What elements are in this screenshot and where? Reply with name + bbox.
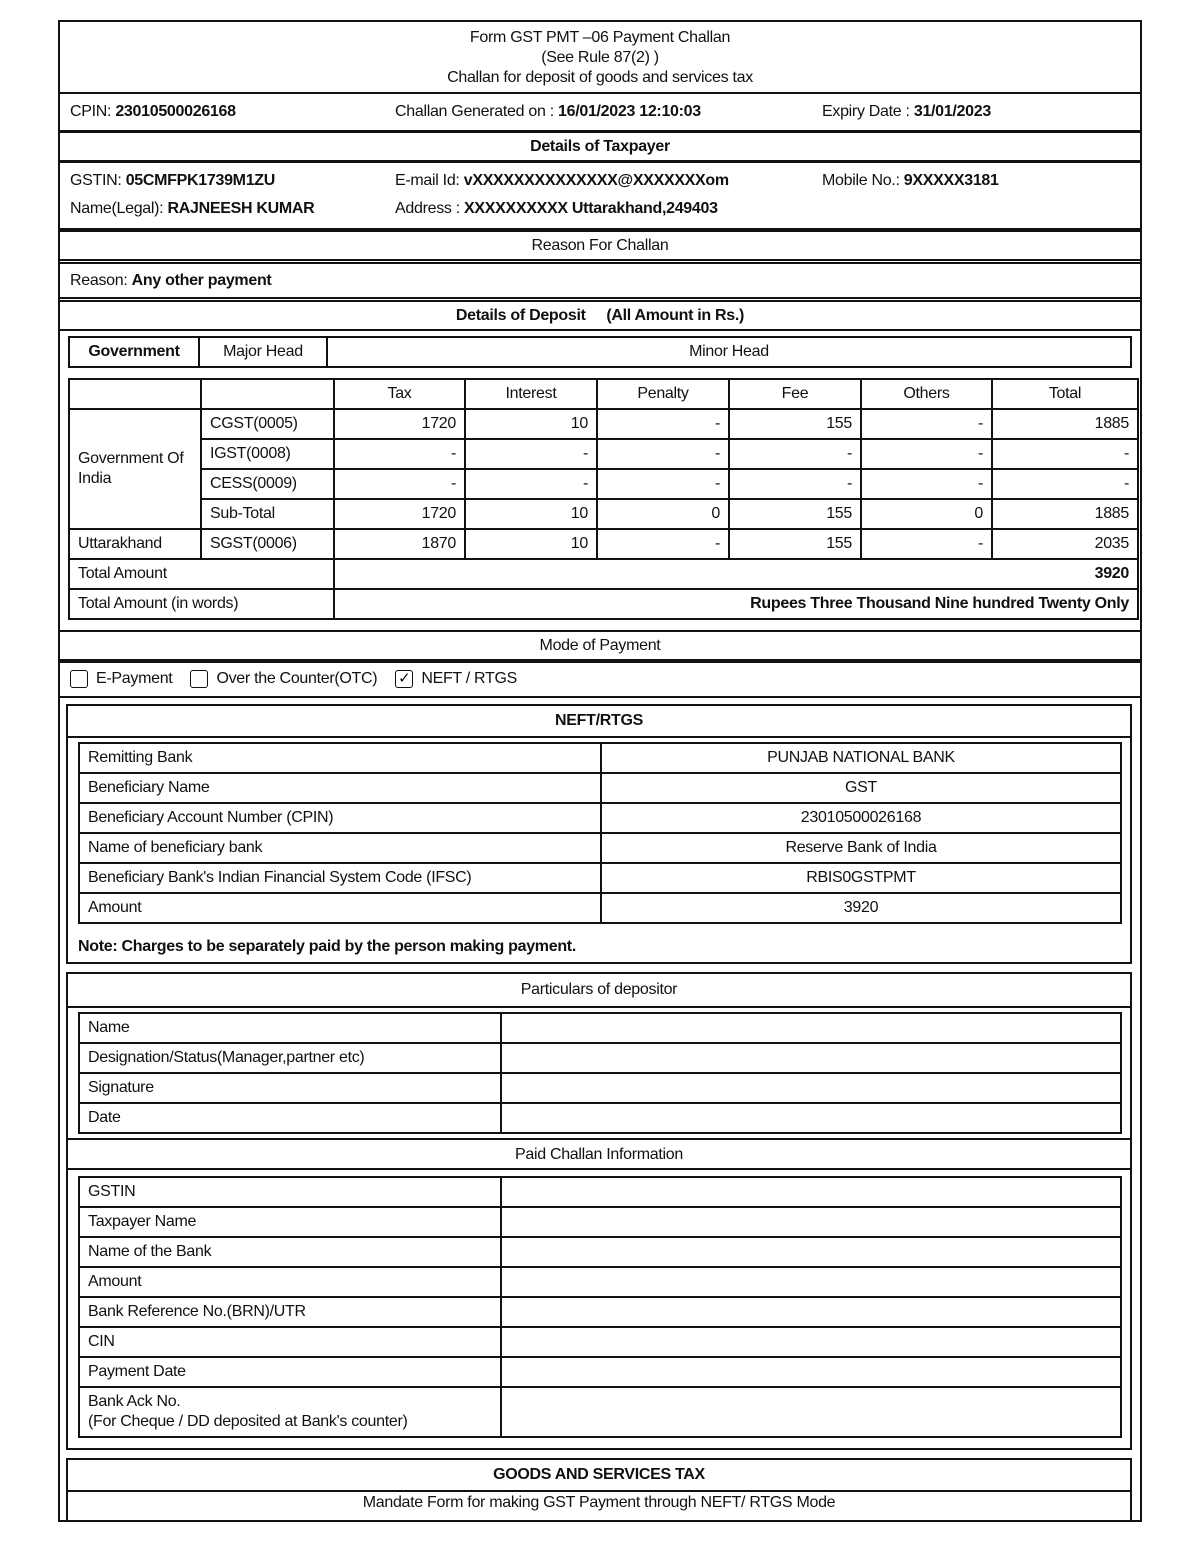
cell: 1870 <box>334 529 465 559</box>
neft-value: RBIS0GSTPMT <box>601 863 1121 893</box>
neft-note: Note: Charges to be separately paid by the person making payment. <box>78 938 576 955</box>
taxpayer-title: Details of Taxpayer <box>58 131 1142 162</box>
deposit-note: (All Amount in Rs.) <box>606 307 745 324</box>
email-value: vXXXXXXXXXXXXXX@XXXXXXXom <box>463 172 729 189</box>
name-value: RAJNEESH KUMAR <box>167 200 315 217</box>
cell: - <box>861 439 992 469</box>
address-value: XXXXXXXXXX Uttarakhand,249403 <box>464 200 718 217</box>
total-label: Total Amount <box>69 559 334 589</box>
deposit-title <box>58 300 1142 331</box>
cell: - <box>597 409 729 439</box>
depositor-label: Name <box>79 1013 501 1043</box>
neft-row <box>79 833 1121 863</box>
footer-subtitle: Mandate Form for making GST Payment through NEFT/ RTGS Mode <box>362 1494 836 1511</box>
cell: 155 <box>729 409 861 439</box>
cell: - <box>861 529 992 559</box>
paid-value[interactable] <box>501 1177 1121 1207</box>
neft-label: Name of beneficiary bank <box>79 833 601 863</box>
paid-row <box>79 1207 1121 1237</box>
paid-row <box>79 1357 1121 1387</box>
checkbox-icon[interactable] <box>190 670 208 688</box>
col-tax: Tax <box>334 379 465 409</box>
neft-title: NEFT/RTGS <box>68 706 1130 738</box>
sgst-row <box>69 529 1138 559</box>
row-head: Sub-Total <box>201 499 334 529</box>
paid-title: Paid Challan Information <box>68 1138 1130 1170</box>
cell: 2035 <box>992 529 1138 559</box>
neft-value: PUNJAB NATIONAL BANK <box>601 743 1121 773</box>
email-label: E-mail Id: <box>395 172 464 189</box>
cell: 155 <box>729 499 861 529</box>
cpin-value: 23010500026168 <box>115 103 236 120</box>
neft-value: Reserve Bank of India <box>601 833 1121 863</box>
cell: 1885 <box>992 409 1138 439</box>
cell: 10 <box>465 499 597 529</box>
paid-label: Payment Date <box>79 1357 501 1387</box>
depositor-row <box>79 1013 1121 1043</box>
paid-row <box>79 1327 1121 1357</box>
mobile-label: Mobile No.: <box>822 172 904 189</box>
col-fee: Fee <box>729 379 861 409</box>
depositor-value[interactable] <box>501 1073 1121 1103</box>
ack-note: (For Cheque / DD deposited at Bank's counter) <box>88 1413 408 1430</box>
neft-row <box>79 803 1121 833</box>
mode-option[interactable] <box>70 670 172 688</box>
depositor-value[interactable] <box>501 1013 1121 1043</box>
cell: - <box>597 529 729 559</box>
expiry-value: 31/01/2023 <box>913 103 991 120</box>
paid-value[interactable] <box>501 1207 1121 1237</box>
neft-label: Amount <box>79 893 601 923</box>
ack-label: Bank Ack No. <box>88 1393 181 1410</box>
goi-label: Government Of India <box>69 409 201 529</box>
checkbox-checked-icon[interactable]: ✓ <box>395 670 413 688</box>
mode-label: E-Payment <box>96 670 173 687</box>
mode-label: NEFT / RTGS <box>421 670 517 687</box>
deposit-row <box>69 499 1138 529</box>
cell: 1720 <box>334 499 465 529</box>
depositor-value[interactable] <box>501 1043 1121 1073</box>
row-head: CESS(0009) <box>201 469 334 499</box>
reason-value: Any other payment <box>131 272 272 289</box>
cell: 155 <box>729 529 861 559</box>
neft-value: 23010500026168 <box>601 803 1121 833</box>
depositor-row <box>79 1043 1121 1073</box>
gstin-value: 05CMFPK1739M1ZU <box>125 172 276 189</box>
generated-value: 16/01/2023 12:10:03 <box>558 103 701 120</box>
generated-label: Challan Generated on : <box>395 103 558 120</box>
deposit-row <box>69 409 1138 439</box>
head-minor: Minor Head <box>327 337 1131 367</box>
neft-label: Beneficiary Name <box>79 773 601 803</box>
head-major: Major Head <box>199 337 327 367</box>
mode-option[interactable] <box>395 670 517 688</box>
depositor-row <box>79 1103 1121 1133</box>
col-others: Others <box>861 379 992 409</box>
cpin-label: CPIN: <box>70 103 116 120</box>
neft-value: GST <box>601 773 1121 803</box>
cell: 0 <box>597 499 729 529</box>
paid-label: GSTIN <box>79 1177 501 1207</box>
name-label: Name(Legal): <box>70 200 168 217</box>
taxpayer-details <box>58 161 1142 230</box>
cell: - <box>334 469 465 499</box>
neft-row <box>79 743 1121 773</box>
mode-title: Mode of Payment <box>58 630 1142 661</box>
cell: 10 <box>465 409 597 439</box>
cpin-row <box>58 92 1142 132</box>
cell: - <box>992 439 1138 469</box>
paid-label: Amount <box>79 1267 501 1297</box>
address-label: Address : <box>395 200 465 217</box>
paid-label: Bank Reference No.(BRN)/UTR <box>79 1297 501 1327</box>
depositor-title: Particulars of depositor <box>68 974 1130 1008</box>
cell: - <box>861 469 992 499</box>
cell: - <box>465 469 597 499</box>
footer-section <box>66 1458 1132 1522</box>
words-value: Rupees Three Thousand Nine hundred Twenty Only <box>334 589 1138 619</box>
expiry-label: Expiry Date : <box>822 103 914 120</box>
mode-label: Over the Counter(OTC) <box>216 670 378 687</box>
cell: 0 <box>861 499 992 529</box>
cell: - <box>861 409 992 439</box>
paid-value[interactable] <box>501 1297 1121 1327</box>
deposit-row <box>69 469 1138 499</box>
reason-title: Reason For Challan <box>58 230 1142 261</box>
paid-row <box>79 1177 1121 1207</box>
paid-label: Name of the Bank <box>79 1237 501 1267</box>
neft-label: Beneficiary Account Number (CPIN) <box>79 803 601 833</box>
deposit-row <box>69 439 1138 469</box>
state-label: Uttarakhand <box>69 529 201 559</box>
paid-row <box>79 1267 1121 1297</box>
paid-value[interactable] <box>501 1237 1121 1267</box>
paid-value[interactable] <box>501 1357 1121 1387</box>
reason-row <box>58 262 1142 299</box>
words-label: Total Amount (in words) <box>69 589 334 619</box>
deposit-title-text: Details of Deposit <box>455 307 586 324</box>
paid-row <box>79 1237 1121 1267</box>
cell: - <box>729 439 861 469</box>
form-subtitle: Challan for deposit of goods and services tax <box>447 69 753 86</box>
mobile-value: 9XXXXX3181 <box>903 172 999 189</box>
form-title: Form GST PMT –06 Payment Challan <box>469 29 731 46</box>
neft-row <box>79 863 1121 893</box>
neft-value: 3920 <box>601 893 1121 923</box>
paid-value[interactable] <box>501 1327 1121 1357</box>
cell: - <box>334 439 465 469</box>
mode-options <box>58 661 1142 698</box>
depositor-row <box>79 1073 1121 1103</box>
depositor-table <box>78 1012 1122 1134</box>
cell: - <box>465 439 597 469</box>
col-penalty: Penalty <box>597 379 729 409</box>
total-value: 3920 <box>334 559 1138 589</box>
neft-row <box>79 773 1121 803</box>
cell: - <box>597 469 729 499</box>
cell: - <box>992 469 1138 499</box>
depositor-label: Signature <box>79 1073 501 1103</box>
form-rule: (See Rule 87(2) ) <box>541 49 659 66</box>
neft-label: Beneficiary Bank's Indian Financial System Code (IFSC) <box>79 863 601 893</box>
head-table <box>68 336 1132 368</box>
gstin-label: GSTIN: <box>70 172 126 189</box>
mode-option[interactable] <box>190 670 377 688</box>
form-header <box>58 20 1142 94</box>
depositor-label: Designation/Status(Manager,partner etc) <box>79 1043 501 1073</box>
row-head: IGST(0008) <box>201 439 334 469</box>
depositor-label: Date <box>79 1103 501 1133</box>
paid-table <box>78 1176 1122 1438</box>
col-total: Total <box>992 379 1138 409</box>
footer-title: GOODS AND SERVICES TAX <box>68 1460 1130 1492</box>
sgst-head: SGST(0006) <box>201 529 334 559</box>
checkbox-icon[interactable] <box>70 670 88 688</box>
cell: 1720 <box>334 409 465 439</box>
cell: 10 <box>465 529 597 559</box>
paid-label: Taxpayer Name <box>79 1207 501 1237</box>
deposit-table <box>68 378 1139 620</box>
cell: 1885 <box>992 499 1138 529</box>
cell: - <box>597 439 729 469</box>
reason-label: Reason: <box>70 272 132 289</box>
paid-row <box>79 1297 1121 1327</box>
col-interest: Interest <box>465 379 597 409</box>
depositor-value[interactable] <box>501 1103 1121 1133</box>
head-government: Government <box>69 337 199 367</box>
paid-value[interactable] <box>501 1267 1121 1297</box>
neft-table <box>78 742 1122 924</box>
neft-label: Remitting Bank <box>79 743 601 773</box>
row-head: CGST(0005) <box>201 409 334 439</box>
cell: - <box>729 469 861 499</box>
neft-row <box>79 893 1121 923</box>
paid-label: CIN <box>79 1327 501 1357</box>
ack-value[interactable] <box>501 1387 1121 1437</box>
